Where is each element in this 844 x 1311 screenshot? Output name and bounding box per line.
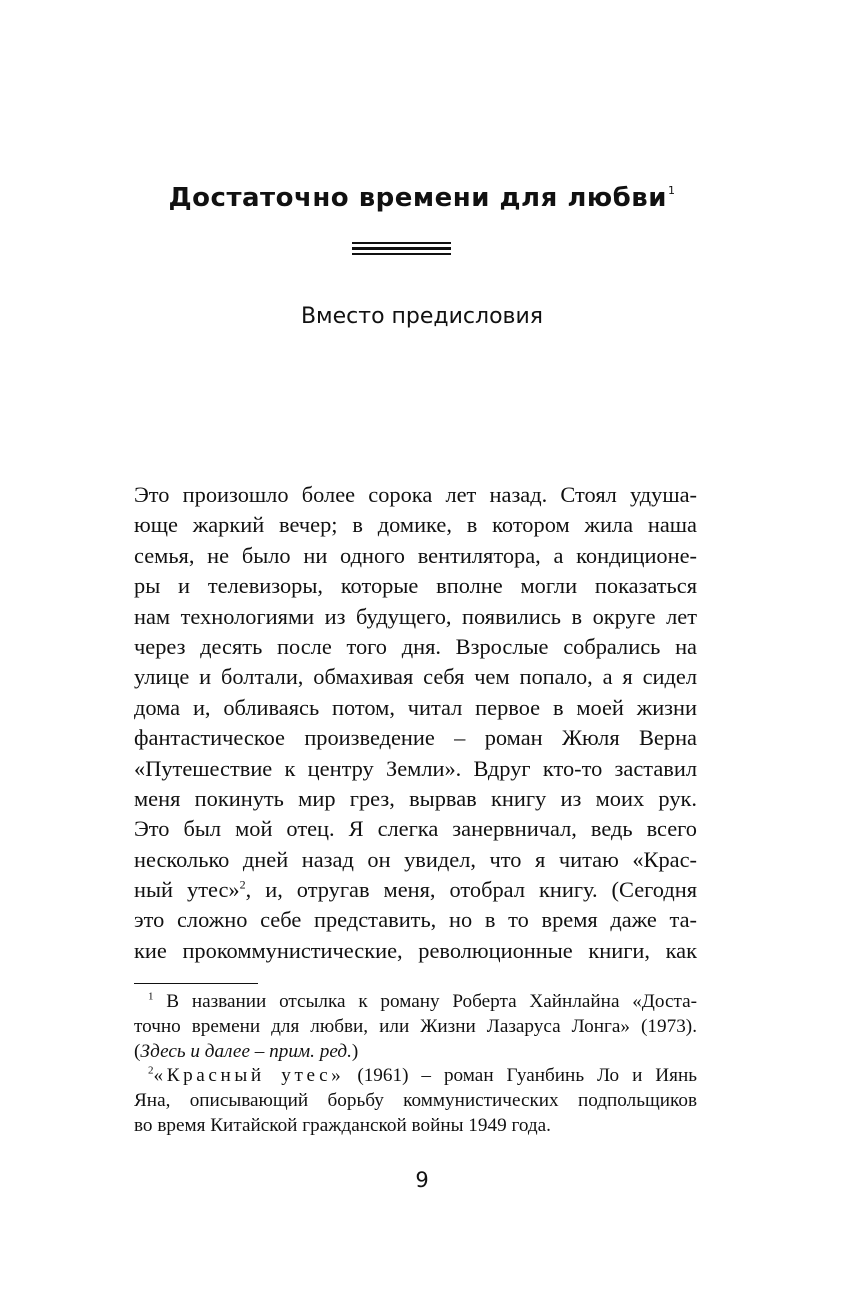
body-line (134, 875, 697, 905)
chapter-title (0, 183, 844, 213)
footnote-1-number: 1 (148, 990, 154, 1003)
body-line-text: , и, отругав меня, отобрал книгу. (Сегодня (245, 877, 698, 903)
body-line: Это был мой отец. Я слегка занервничал, ведь всего (134, 816, 697, 842)
footnote-paren: ) (351, 1040, 359, 1062)
body-line: через десять после того дня. Взрослые собрались на (134, 633, 697, 659)
body-line: дома и, обливаясь потом, читал первое в моей жизни (134, 694, 697, 720)
body-line: нам технологиями из будущего, появились в округе лет (134, 603, 697, 629)
title-ornament (352, 242, 451, 256)
body-line: ры и телевизоры, которые вполне могли показаться (134, 573, 697, 599)
footnote-text: В названии отсылка к роману Роберта Хайнлайна «Доста- (166, 991, 698, 1012)
body-line: «Путешествие к центру Земли». Вдруг кто-то заставил (134, 755, 697, 781)
body-line: юще жаркий вечер; в домике, в котором жила наша (134, 512, 697, 538)
footnote-spaced-title: «Красный утес» (153, 1065, 345, 1087)
footnote-1-line (134, 1040, 697, 1065)
footnote-paren: ( (134, 1040, 141, 1062)
footnote-text: (1961) – роман Гуанбинь Ло и Иянь (357, 1065, 697, 1087)
footnote-separator (134, 983, 258, 984)
footnotes (134, 990, 697, 1139)
body-line: улице и болтали, обмахивая себя чем попало, а я сидел (134, 664, 697, 690)
body-line: Это произошло более сорока лет назад. Стоял удуша- (134, 482, 697, 507)
footnote-1-line: точно времени для любви, или Жизни Лазаруса Лонга» (1973). (134, 1015, 697, 1037)
body-line-text: ный утес» (134, 877, 240, 903)
footnote-2-line: во время Китайской гражданской войны 1949 года. (134, 1114, 551, 1136)
chapter-subtitle: Вместо предисловия (300, 304, 544, 329)
body-text (134, 480, 697, 966)
body-line: фантастическое произведение – роман Жюля Верна (134, 725, 697, 751)
body-line: кие прокоммунистические, революционные книги, как (134, 937, 697, 963)
footnote-2-number: 2 (148, 1065, 154, 1077)
footnote-2-line (134, 1064, 697, 1089)
body-line: меня покинуть мир грез, вырвав книгу из моих рук. (134, 785, 697, 811)
footnote-ref: 2 (239, 877, 246, 892)
footnote-italic-note: Здесь и далее – прим. ред. (140, 1040, 352, 1062)
body-line: несколько дней назад он увидел, что я читаю «Крас- (134, 846, 697, 872)
body-line: это сложно себе представить, но в то время даже та- (134, 907, 697, 933)
chapter-title-text: Достаточно времени для любви (168, 183, 667, 213)
title-footnote-ref: 1 (667, 184, 676, 197)
footnote-1-line (134, 990, 697, 1015)
footnote-2-line: Яна, описывающий борьбу коммунистических подпольщиков (134, 1090, 697, 1112)
body-line: семья, не было ни одного вентилятора, а кондиционе- (134, 542, 697, 568)
page-number: 9 (415, 1168, 429, 1192)
